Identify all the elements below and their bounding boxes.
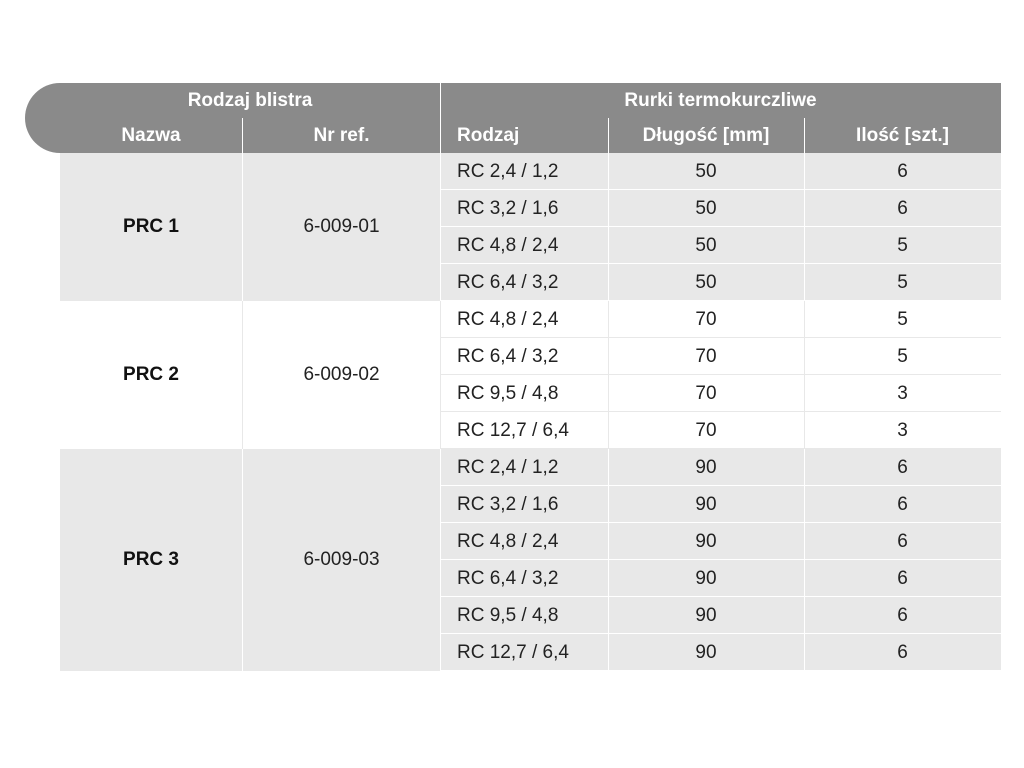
header-col-qty: Ilość [szt.] bbox=[856, 124, 949, 146]
cell-divider bbox=[804, 634, 805, 671]
cell-divider bbox=[440, 449, 441, 486]
cell-divider bbox=[440, 634, 441, 671]
cell-divider bbox=[608, 301, 609, 338]
tube-quantity: 5 bbox=[897, 271, 908, 293]
cell-divider bbox=[608, 227, 609, 264]
table-row bbox=[440, 375, 1001, 412]
tube-length: 70 bbox=[695, 382, 717, 404]
cell-divider bbox=[608, 338, 609, 375]
tube-quantity: 6 bbox=[897, 530, 908, 552]
cell-divider bbox=[440, 264, 441, 301]
cell-divider bbox=[440, 227, 441, 264]
cell-divider bbox=[804, 560, 805, 597]
cell-divider bbox=[608, 412, 609, 449]
tube-type: RC 12,7 / 6,4 bbox=[457, 419, 569, 441]
cell-divider bbox=[440, 375, 441, 412]
tube-quantity: 3 bbox=[897, 419, 908, 441]
header-divider bbox=[242, 118, 243, 153]
cell-divider bbox=[608, 523, 609, 560]
tube-type: RC 3,2 / 1,6 bbox=[457, 493, 559, 515]
cell-divider bbox=[440, 190, 441, 227]
tube-length: 90 bbox=[695, 493, 717, 515]
tube-type: RC 3,2 / 1,6 bbox=[457, 197, 559, 219]
cell-divider bbox=[804, 597, 805, 634]
cell-divider bbox=[608, 449, 609, 486]
table-row bbox=[440, 412, 1001, 449]
tube-type: RC 4,8 / 2,4 bbox=[457, 530, 559, 552]
tube-type: RC 2,4 / 1,2 bbox=[457, 456, 559, 478]
blister-name: PRC 2 bbox=[123, 364, 179, 385]
cell-divider bbox=[440, 153, 441, 190]
cell-divider bbox=[608, 153, 609, 190]
cell-divider bbox=[608, 190, 609, 227]
cell-divider bbox=[804, 486, 805, 523]
table-row bbox=[440, 486, 1001, 523]
cell-divider bbox=[804, 153, 805, 190]
tube-length: 70 bbox=[695, 345, 717, 367]
tube-quantity: 5 bbox=[897, 308, 908, 330]
tube-length: 90 bbox=[695, 604, 717, 626]
blister-name: PRC 3 bbox=[123, 549, 179, 570]
tube-length: 90 bbox=[695, 567, 717, 589]
tube-type: RC 6,4 / 3,2 bbox=[457, 345, 559, 367]
table-row bbox=[440, 560, 1001, 597]
table-header bbox=[25, 83, 1001, 153]
tube-quantity: 6 bbox=[897, 567, 908, 589]
header-blister-group: Rodzaj blistra bbox=[187, 89, 313, 111]
table-row bbox=[440, 264, 1001, 301]
blister-info bbox=[60, 449, 440, 671]
cell-divider bbox=[804, 301, 805, 338]
cell-divider bbox=[440, 523, 441, 560]
header-col-name: Nazwa bbox=[121, 124, 181, 146]
cell-divider bbox=[440, 301, 441, 338]
tube-quantity: 6 bbox=[897, 604, 908, 626]
cell-divider bbox=[804, 227, 805, 264]
header-col-length: Długość [mm] bbox=[642, 124, 770, 146]
header-divider bbox=[804, 118, 805, 153]
cell-divider bbox=[608, 634, 609, 671]
tube-type: RC 9,5 / 4,8 bbox=[457, 382, 559, 404]
tube-quantity: 6 bbox=[897, 197, 908, 219]
cell-divider bbox=[440, 486, 441, 523]
cell-divider bbox=[608, 560, 609, 597]
cell-divider bbox=[804, 375, 805, 412]
cell-divider bbox=[440, 560, 441, 597]
cell-divider bbox=[440, 412, 441, 449]
table-row bbox=[440, 301, 1001, 338]
header-divider bbox=[608, 118, 609, 153]
cell-divider bbox=[804, 523, 805, 560]
tube-length: 90 bbox=[695, 456, 717, 478]
cell-divider bbox=[804, 449, 805, 486]
tube-type: RC 4,8 / 2,4 bbox=[457, 308, 559, 330]
tube-length: 70 bbox=[695, 308, 717, 330]
tube-length: 50 bbox=[695, 160, 717, 182]
table-row bbox=[440, 449, 1001, 486]
cell-divider bbox=[804, 338, 805, 375]
tube-length: 90 bbox=[695, 530, 717, 552]
cell-divider bbox=[608, 486, 609, 523]
tube-quantity: 6 bbox=[897, 493, 908, 515]
tube-length: 50 bbox=[695, 197, 717, 219]
cell-divider bbox=[804, 264, 805, 301]
blister-group bbox=[60, 153, 1001, 301]
tube-quantity: 6 bbox=[897, 641, 908, 663]
cell-divider bbox=[608, 264, 609, 301]
tube-quantity: 3 bbox=[897, 382, 908, 404]
tube-type: RC 4,8 / 2,4 bbox=[457, 234, 559, 256]
blister-group bbox=[60, 449, 1001, 671]
table-row bbox=[440, 153, 1001, 190]
table-row bbox=[440, 190, 1001, 227]
tube-quantity: 6 bbox=[897, 456, 908, 478]
tube-quantity: 5 bbox=[897, 345, 908, 367]
cell-divider bbox=[804, 190, 805, 227]
cell-divider bbox=[440, 338, 441, 375]
tube-type: RC 2,4 / 1,2 bbox=[457, 160, 559, 182]
blister-ref: 6-009-02 bbox=[303, 364, 380, 385]
header-divider bbox=[440, 83, 441, 153]
cell-divider bbox=[440, 670, 1001, 671]
header-col-type: Rodzaj bbox=[457, 124, 520, 146]
tube-type: RC 6,4 / 3,2 bbox=[457, 567, 559, 589]
table-row bbox=[440, 338, 1001, 375]
tube-quantity: 6 bbox=[897, 160, 908, 182]
blister-ref: 6-009-03 bbox=[303, 549, 380, 570]
blister-name: PRC 1 bbox=[123, 216, 179, 237]
cell-divider bbox=[608, 597, 609, 634]
cell-divider bbox=[804, 412, 805, 449]
tube-length: 50 bbox=[695, 271, 717, 293]
cell-divider bbox=[608, 375, 609, 412]
blister-info bbox=[60, 301, 440, 449]
product-table bbox=[25, 83, 1001, 671]
table-row bbox=[440, 523, 1001, 560]
blister-group bbox=[60, 301, 1001, 449]
blister-info bbox=[60, 153, 440, 301]
tube-length: 50 bbox=[695, 234, 717, 256]
blister-ref: 6-009-01 bbox=[303, 216, 380, 237]
tube-type: RC 6,4 / 3,2 bbox=[457, 271, 559, 293]
tube-length: 90 bbox=[695, 641, 717, 663]
table-body bbox=[25, 153, 1001, 671]
tube-quantity: 5 bbox=[897, 234, 908, 256]
table-row bbox=[440, 634, 1001, 671]
tube-length: 70 bbox=[695, 419, 717, 441]
tube-type: RC 12,7 / 6,4 bbox=[457, 641, 569, 663]
table-row bbox=[440, 227, 1001, 264]
table-row bbox=[440, 597, 1001, 634]
header-col-ref: Nr ref. bbox=[313, 124, 370, 146]
header-tubes-group: Rurki termokurczliwe bbox=[624, 89, 817, 111]
tube-type: RC 9,5 / 4,8 bbox=[457, 604, 559, 626]
cell-divider bbox=[440, 597, 441, 634]
